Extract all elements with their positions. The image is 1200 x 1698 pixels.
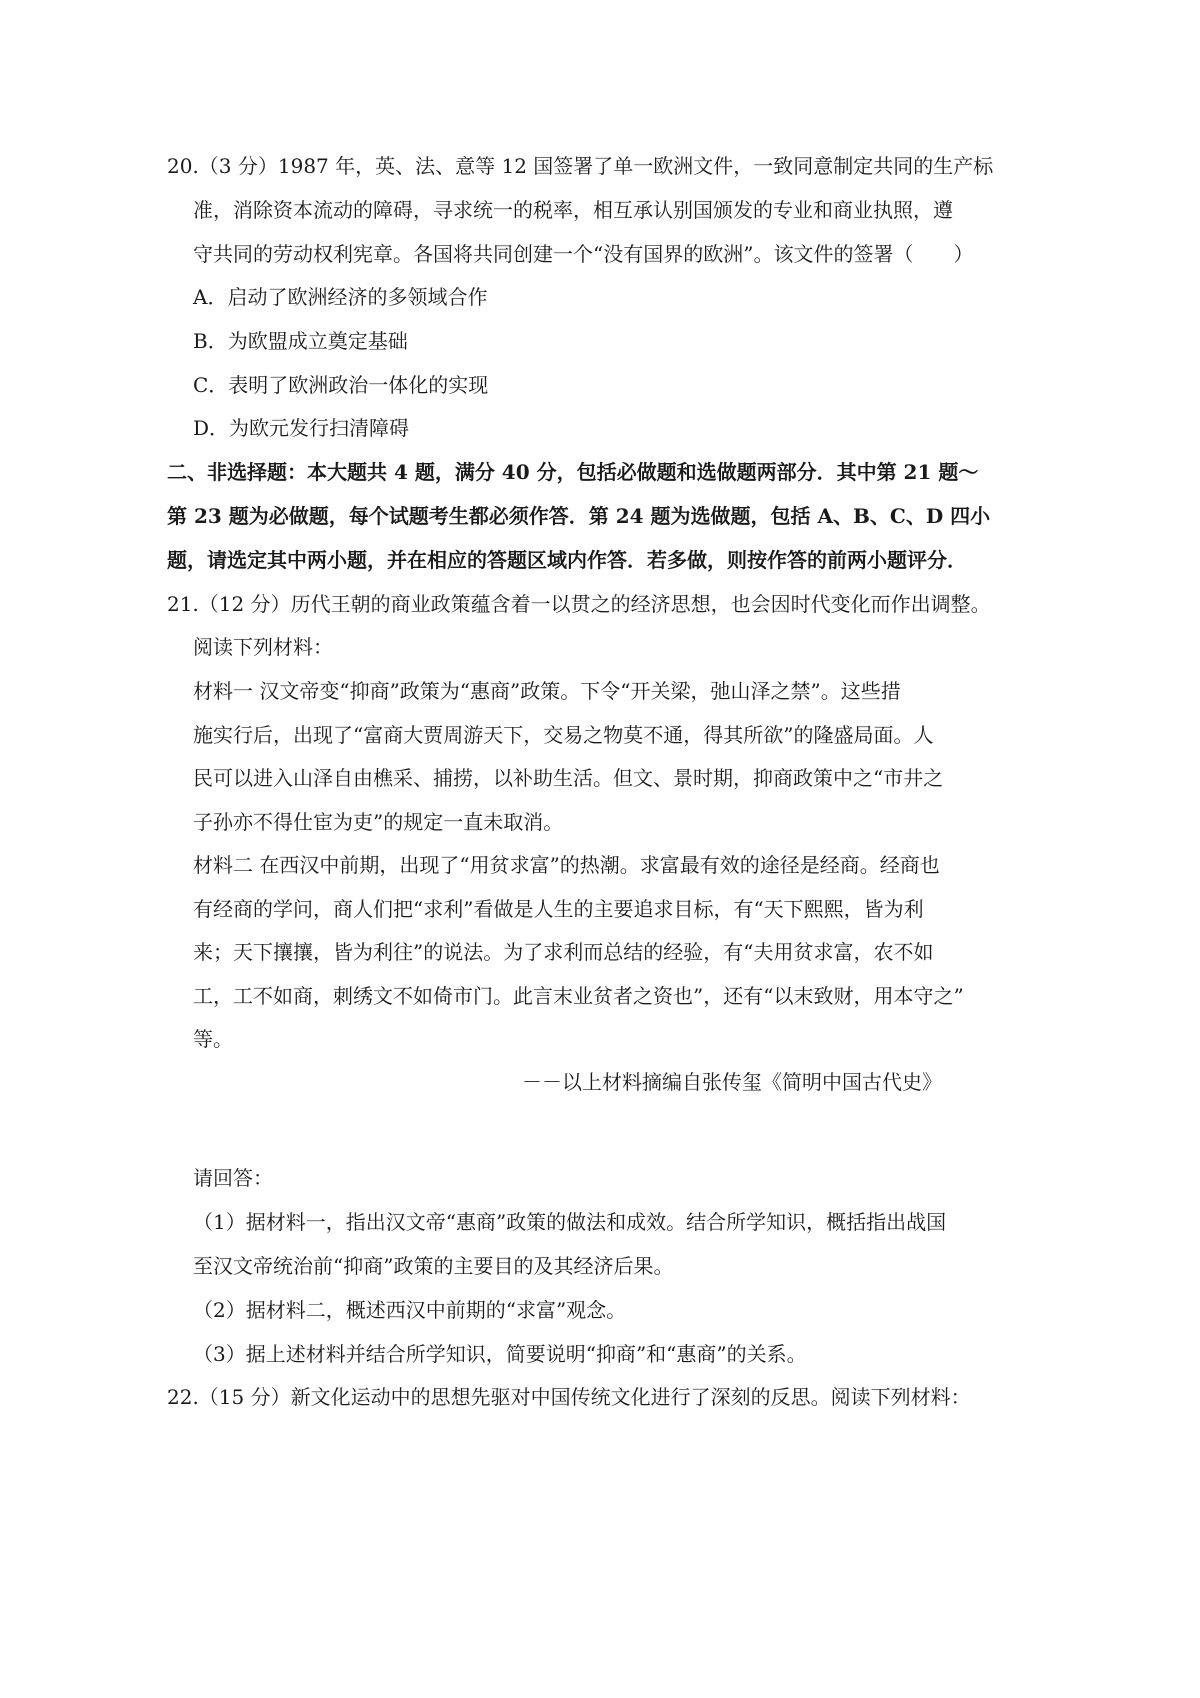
q21-material1-line-3: 民可以进入山泽自由樵采、捕捞，以补助生活。但文、景时期，抑商政策中之“市井之 xyxy=(193,766,944,790)
q21-material1-line-2: 施实行后，出现了“富商大贾周游天下，交易之物莫不通，得其所欲”的隆盛局面。人 xyxy=(193,723,934,747)
q20-option-c: C．表明了欧洲政治一体化的实现 xyxy=(193,373,489,397)
q20-stem-line-2: 准，消除资本流动的障碍，寻求统一的税率，相互承认别国颁发的专业和商业执照，遵 xyxy=(193,198,953,222)
q20-option-b: B．为欧盟成立奠定基础 xyxy=(193,329,408,353)
q22-stem: 22.（15 分）新文化运动中的思想先驱对中国传统文化进行了深刻的反思。阅读下列材料： xyxy=(167,1385,971,1409)
q21-source-citation: －－以上材料摘编自张传玺《简明中国古代史》 xyxy=(522,1070,942,1094)
q20-stem-line-3: 守共同的劳动权利宪章。各国将共同创建一个“没有国界的欧洲”。该文件的签署（ ） xyxy=(193,242,974,266)
q21-material1-line-4: 子孙亦不得仕宦为吏”的规定一直未取消。 xyxy=(193,810,564,834)
q21-sub3: （3）据上述材料并结合所学知识，简要说明“抑商”和“惠商”的关系。 xyxy=(193,1342,807,1366)
q20-option-d: D．为欧元发行扫清障碍 xyxy=(193,416,410,440)
q21-material1-line-1: 材料一 汉文帝变“抑商”政策为“惠商”政策。下令“开关梁，弛山泽之禁”。这些措 xyxy=(193,679,901,703)
q21-prompt: 请回答： xyxy=(193,1166,273,1190)
q20-option-a: A．启动了欧洲经济的多领域合作 xyxy=(193,285,488,309)
q21-sub2: （2）据材料二，概述西汉中前期的“求富”观念。 xyxy=(193,1298,627,1322)
q21-sub1-line-1: （1）据材料一，指出汉文帝“惠商”政策的做法和成效。结合所学知识，概括指出战国 xyxy=(193,1210,947,1234)
q21-sub1-line-2: 至汉文帝统治前“抑商”政策的主要目的及其经济后果。 xyxy=(193,1254,674,1278)
q20-stem-line-1: 20.（3 分）1987 年，英、法、意等 12 国签署了单一欧洲文件，一致同意制定共同的生产标 xyxy=(167,154,994,178)
section2-heading-line-1: 二、非选择题：本大题共 4 题，满分 40 分，包括必做题和选做题两部分．其中第 21 题～ xyxy=(167,460,979,484)
q21-material2-line-1: 材料二 在西汉中前期，出现了“用贫求富”的热潮。求富最有效的途径是经商。经商也 xyxy=(193,853,940,877)
q21-stem: 21.（12 分）历代王朝的商业政策蕴含着一以贯之的经济思想，也会因时代变化而作出调整。 xyxy=(167,592,991,616)
section2-heading-line-3: 题，请选定其中两小题，并在相应的答题区域内作答．若多做，则按作答的前两小题评分． xyxy=(167,548,967,572)
q21-intro: 阅读下列材料： xyxy=(193,635,333,659)
q21-material2-line-5: 等。 xyxy=(193,1027,233,1051)
q21-material2-line-3: 来；天下攘攘，皆为利往”的说法。为了求利而总结的经验，有“夫用贫求富，农不如 xyxy=(193,940,934,964)
section2-heading-line-2: 第 23 题为必做题，每个试题考生都必须作答．第 24 题为选做题，包括 A、B、C、D 四小 xyxy=(167,504,991,528)
q21-material2-line-4: 工，工不如商，刺绣文不如倚市门。此言末业贫者之资也”，还有“以末致财，用本守之” xyxy=(193,984,964,1008)
q21-material2-line-2: 有经商的学问，商人们把“求利”看做是人生的主要追求目标，有“天下熙熙，皆为利 xyxy=(193,897,924,921)
